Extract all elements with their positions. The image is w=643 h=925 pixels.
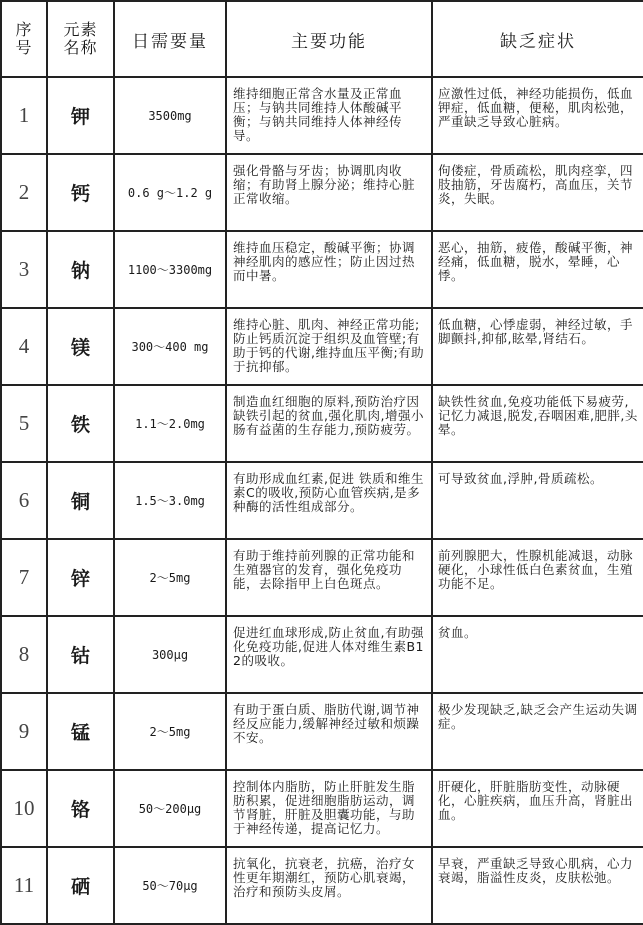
deficiency-symptoms-text: 早衰，严重缺乏导致心肌病，心力衰竭，脂溢性皮炎，皮肤松弛。 xyxy=(438,856,634,885)
serial-number-cell: 4 xyxy=(1,308,47,385)
table-row xyxy=(1,462,643,539)
main-function-text: 有助于维持前列腺的正常功能和生殖器官的发育，强化免疫功能，去除指甲上白色斑点。 xyxy=(233,548,416,591)
main-function-text: 有助于蛋白质、脂肪代谢,调节神经反应能力,缓解神经过敏和烦躁不安。 xyxy=(233,702,420,745)
main-function-text: 抗氧化，抗衰老，抗癌，治疗女性更年期潮红，预防心肌衰竭，治疗和预防头皮屑。 xyxy=(233,856,416,899)
daily-need-cell: 1.1～2.0mg xyxy=(114,385,226,462)
deficiency-symptoms-text: 缺铁性贫血,免疫功能低下易疲劳,记忆力减退,脱发,吞咽困难,肥胖,头晕。 xyxy=(438,394,638,437)
deficiency-symptoms-text: 可导致贫血,浮肿,骨质疏松。 xyxy=(438,471,603,486)
main-function-cell xyxy=(226,539,432,616)
table-row xyxy=(1,308,643,385)
element-name-cell: 铬 xyxy=(47,770,114,847)
main-function-cell xyxy=(226,77,432,154)
deficiency-symptoms-text: 前列腺肥大，性腺机能减退，动脉硬化，小球性低白色素贫血，生殖功能不足。 xyxy=(438,548,634,591)
element-name-cell: 钾 xyxy=(47,77,114,154)
deficiency-symptoms-cell xyxy=(432,770,643,847)
serial-number-cell: 8 xyxy=(1,616,47,693)
daily-need-cell: 2～5mg xyxy=(114,693,226,770)
deficiency-symptoms-text: 应激性过低，神经功能损伤，低血钾症，低血糖，便秘，肌肉松弛，严重缺乏导致心脏病。 xyxy=(438,86,634,129)
deficiency-symptoms-text: 肝硬化，肝脏脂肪变性，动脉硬化，心脏疾病，血压升高，肾脏出血。 xyxy=(438,779,634,822)
serial-number-cell: 2 xyxy=(1,154,47,231)
deficiency-symptoms-cell xyxy=(432,616,643,693)
element-name-cell: 锌 xyxy=(47,539,114,616)
element-name-cell: 镁 xyxy=(47,308,114,385)
main-function-cell xyxy=(226,462,432,539)
table-header xyxy=(1,1,643,77)
daily-need-cell: 1100～3300mg xyxy=(114,231,226,308)
serial-number-cell: 11 xyxy=(1,847,47,924)
element-name-cell: 钠 xyxy=(47,231,114,308)
deficiency-symptoms-cell xyxy=(432,693,643,770)
daily-need-cell: 2～5mg xyxy=(114,539,226,616)
deficiency-symptoms-text: 低血糖，心悸虚弱，神经过敏，手脚颤抖,抑郁,眩晕,肾结石。 xyxy=(438,317,634,346)
table-row xyxy=(1,693,643,770)
header-element-name-label: 元素名称 xyxy=(63,20,98,57)
serial-number-cell: 9 xyxy=(1,693,47,770)
header-deficiency-symptoms: 缺乏症状 xyxy=(432,1,643,77)
element-name-cell: 硒 xyxy=(47,847,114,924)
serial-number-cell: 7 xyxy=(1,539,47,616)
header-row xyxy=(1,1,643,77)
table-row xyxy=(1,770,643,847)
header-daily-need: 日需要量 xyxy=(114,1,226,77)
main-function-text: 强化骨骼与牙齿；协调肌肉收缩；有助肾上腺分泌；维持心脏正常收缩。 xyxy=(233,163,416,206)
main-function-text: 维持心脏、肌肉、神经正常功能;防止钙质沉淀于组织及血管壁;有助于钙的代谢,维持血压平衡;有助于抗抑郁。 xyxy=(233,317,425,374)
main-function-text: 有助形成血红素,促进 铁质和维生素C的吸收,预防心血管疾病,是多种酶的活性组成部分。 xyxy=(233,471,424,514)
deficiency-symptoms-text: 极少发现缺乏,缺乏会产生运动失调症。 xyxy=(438,702,638,731)
main-function-text: 制造血红细胞的原料,预防治疗因缺铁引起的贫血,强化肌肉,增强小肠有益菌的生存能力,预防疲劳。 xyxy=(233,394,424,437)
main-function-cell xyxy=(226,693,432,770)
main-function-cell xyxy=(226,154,432,231)
serial-number-cell: 5 xyxy=(1,385,47,462)
main-function-cell xyxy=(226,847,432,924)
daily-need-cell: 0.6 g～1.2 g xyxy=(114,154,226,231)
table-row xyxy=(1,231,643,308)
serial-number-cell: 3 xyxy=(1,231,47,308)
element-name-cell: 铜 xyxy=(47,462,114,539)
serial-number-cell: 6 xyxy=(1,462,47,539)
daily-need-cell: 300μg xyxy=(114,616,226,693)
table-row xyxy=(1,385,643,462)
main-function-cell xyxy=(226,385,432,462)
daily-need-cell: 50～70μg xyxy=(114,847,226,924)
serial-number-cell: 1 xyxy=(1,77,47,154)
deficiency-symptoms-cell xyxy=(432,231,643,308)
table-row xyxy=(1,847,643,924)
element-name-cell: 钴 xyxy=(47,616,114,693)
element-name-cell: 铁 xyxy=(47,385,114,462)
deficiency-symptoms-cell xyxy=(432,847,643,924)
main-function-text: 维持细胞正常含水量及正常血压；与钠共同维持人体酸碱平衡；与钠共同维持人体神经传导。 xyxy=(233,86,403,143)
main-function-text: 控制体内脂肪，防止肝脏发生脂肪积累，促进细胞脂肪运动，调节肾脏，肝脏及胆囊功能，与助于神经传递，提高记忆力。 xyxy=(233,779,416,836)
deficiency-symptoms-cell xyxy=(432,385,643,462)
table-row xyxy=(1,616,643,693)
header-main-function: 主要功能 xyxy=(226,1,432,77)
element-name-cell: 钙 xyxy=(47,154,114,231)
table-row xyxy=(1,77,643,154)
daily-need-cell: 50～200μg xyxy=(114,770,226,847)
serial-number-cell: 10 xyxy=(1,770,47,847)
header-element-name xyxy=(47,1,114,77)
deficiency-symptoms-cell xyxy=(432,462,643,539)
deficiency-symptoms-cell xyxy=(432,308,643,385)
deficiency-symptoms-text: 恶心，抽筋，疲倦，酸碱平衡，神经痛，低血糖，脱水，晕睡，心悸。 xyxy=(438,240,634,283)
main-function-cell xyxy=(226,616,432,693)
main-function-text: 维持血压稳定，酸碱平衡；协调神经肌肉的感应性；防止因过热而中暑。 xyxy=(233,240,416,283)
table-body xyxy=(1,77,643,924)
deficiency-symptoms-text: 贫血。 xyxy=(438,625,478,640)
main-function-cell xyxy=(226,231,432,308)
element-name-cell: 锰 xyxy=(47,693,114,770)
main-function-cell xyxy=(226,770,432,847)
header-serial-number xyxy=(1,1,47,77)
deficiency-symptoms-cell xyxy=(432,77,643,154)
deficiency-symptoms-cell xyxy=(432,539,643,616)
table-row xyxy=(1,539,643,616)
daily-need-cell: 1.5～3.0mg xyxy=(114,462,226,539)
daily-need-cell: 300～400 mg xyxy=(114,308,226,385)
deficiency-symptoms-cell xyxy=(432,154,643,231)
deficiency-symptoms-text: 佝偻症，骨质疏松，肌肉痉挛，四肢抽筋，牙齿腐朽，高血压，关节炎，失眠。 xyxy=(438,163,634,206)
table-row xyxy=(1,154,643,231)
main-function-cell xyxy=(226,308,432,385)
main-function-text: 促进红血球形成,防止贫血,有助强化免疫功能,促进人体对维生素B12的吸收。 xyxy=(233,625,425,668)
header-serial-number-label: 序号 xyxy=(15,20,33,57)
daily-need-cell: 3500mg xyxy=(114,77,226,154)
